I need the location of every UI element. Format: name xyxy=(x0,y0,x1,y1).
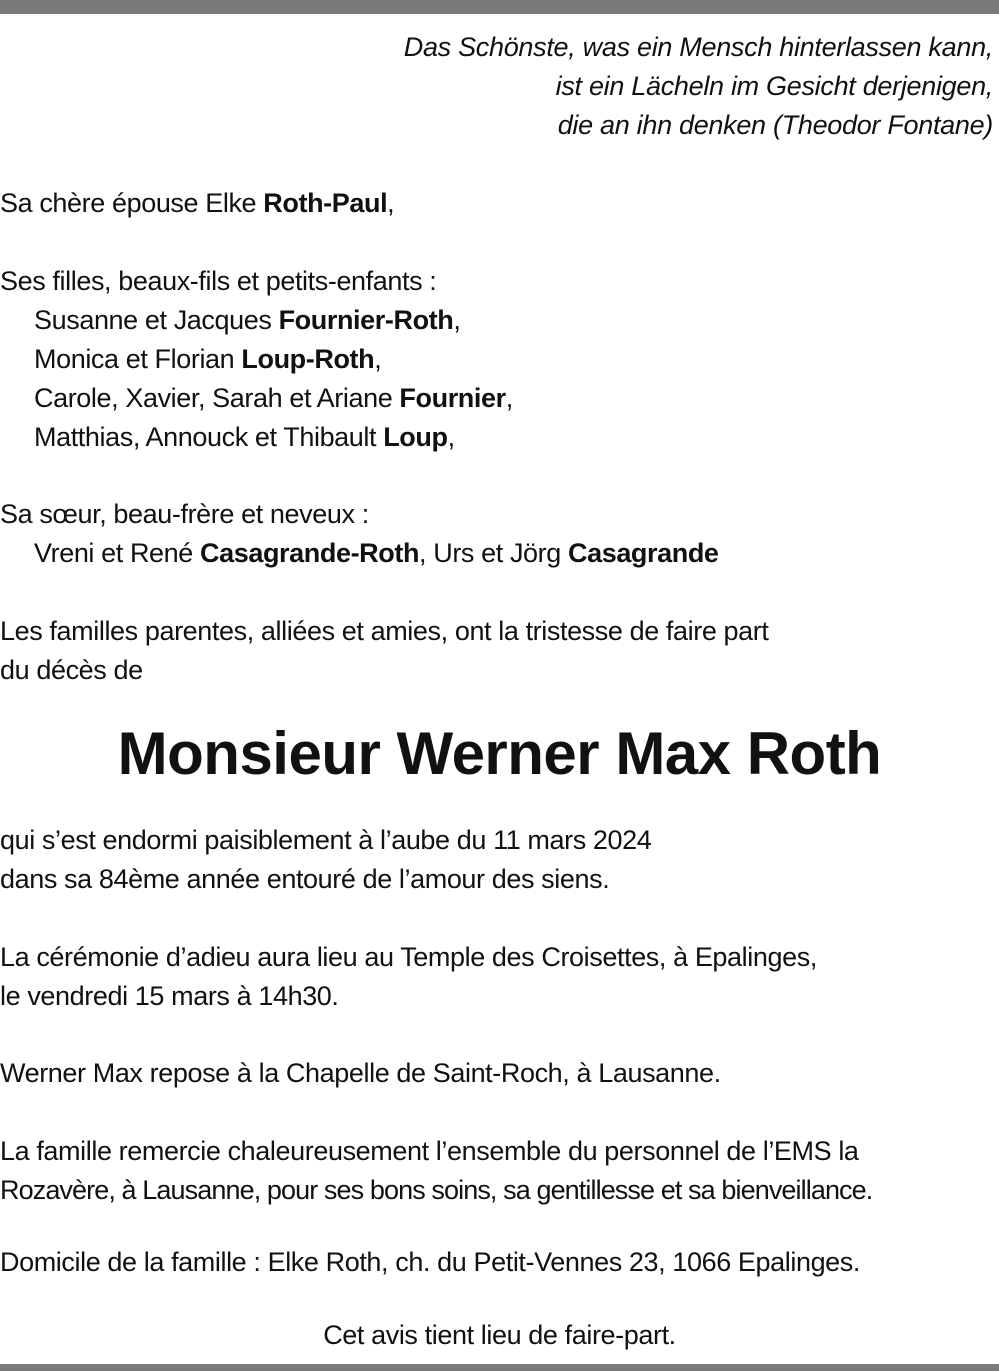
passing-line: dans sa 84ème année entouré de l’amour des siens. xyxy=(0,864,610,894)
bottom-rule xyxy=(0,1364,999,1371)
spouse-line: Sa chère épouse Elke Roth-Paul, xyxy=(0,188,395,218)
announcement-line: Les familles parentes, alliées et amies, ont la tristesse de faire part xyxy=(0,616,769,646)
thanks-line: Rozavère, à Lausanne, pour ses bons soins, sa gentillesse et sa bienveillance. xyxy=(0,1175,873,1205)
quote-line: ist ein Lächeln im Gesicht derjenigen, xyxy=(555,71,993,101)
closing-line: Cet avis tient lieu de faire-part. xyxy=(323,1320,676,1350)
deceased-name: Monsieur Werner Max Roth xyxy=(117,720,882,787)
passing-line: qui s’est endormi paisiblement à l’aube du 11 mars 2024 xyxy=(0,825,652,855)
quote-line: die an ihn denken (Theodor Fontane) xyxy=(557,110,993,140)
ceremony-line: La cérémonie d’adieu aura lieu au Temple des Croisettes, à Epalinges, xyxy=(0,942,817,972)
family-entry: Monica et Florian Loup-Roth, xyxy=(34,344,382,374)
spouse-surname: Roth-Paul xyxy=(263,188,388,218)
thanks-line: La famille remercie chaleureusement l’ensemble du personnel de l’EMS la xyxy=(0,1136,859,1166)
siblings-heading: Sa sœur, beau-frère et neveux : xyxy=(0,499,369,529)
family-entry: Carole, Xavier, Sarah et Ariane Fournier, xyxy=(34,383,513,413)
quote-line: Das Schönste, was ein Mensch hinterlassen kann, xyxy=(403,32,993,62)
children-heading: Ses filles, beaux-fils et petits-enfants : xyxy=(0,266,437,296)
family-entry: Susanne et Jacques Fournier-Roth, xyxy=(34,305,461,335)
announcement-line: du décès de xyxy=(0,655,143,685)
resting-place-line: Werner Max repose à la Chapelle de Saint-Roch, à Lausanne. xyxy=(0,1058,721,1088)
ceremony-line: le vendredi 15 mars à 14h30. xyxy=(0,981,339,1011)
domicile-line: Domicile de la famille : Elke Roth, ch. du Petit-Vennes 23, 1066 Epalinges. xyxy=(0,1247,860,1277)
epigraph-quote xyxy=(404,28,993,145)
family-entry: Matthias, Annouck et Thibault Loup, xyxy=(34,422,455,452)
top-rule xyxy=(0,0,999,14)
siblings-entry: Vreni et René Casagrande-Roth, Urs et Jörg Casagrande xyxy=(34,538,719,568)
